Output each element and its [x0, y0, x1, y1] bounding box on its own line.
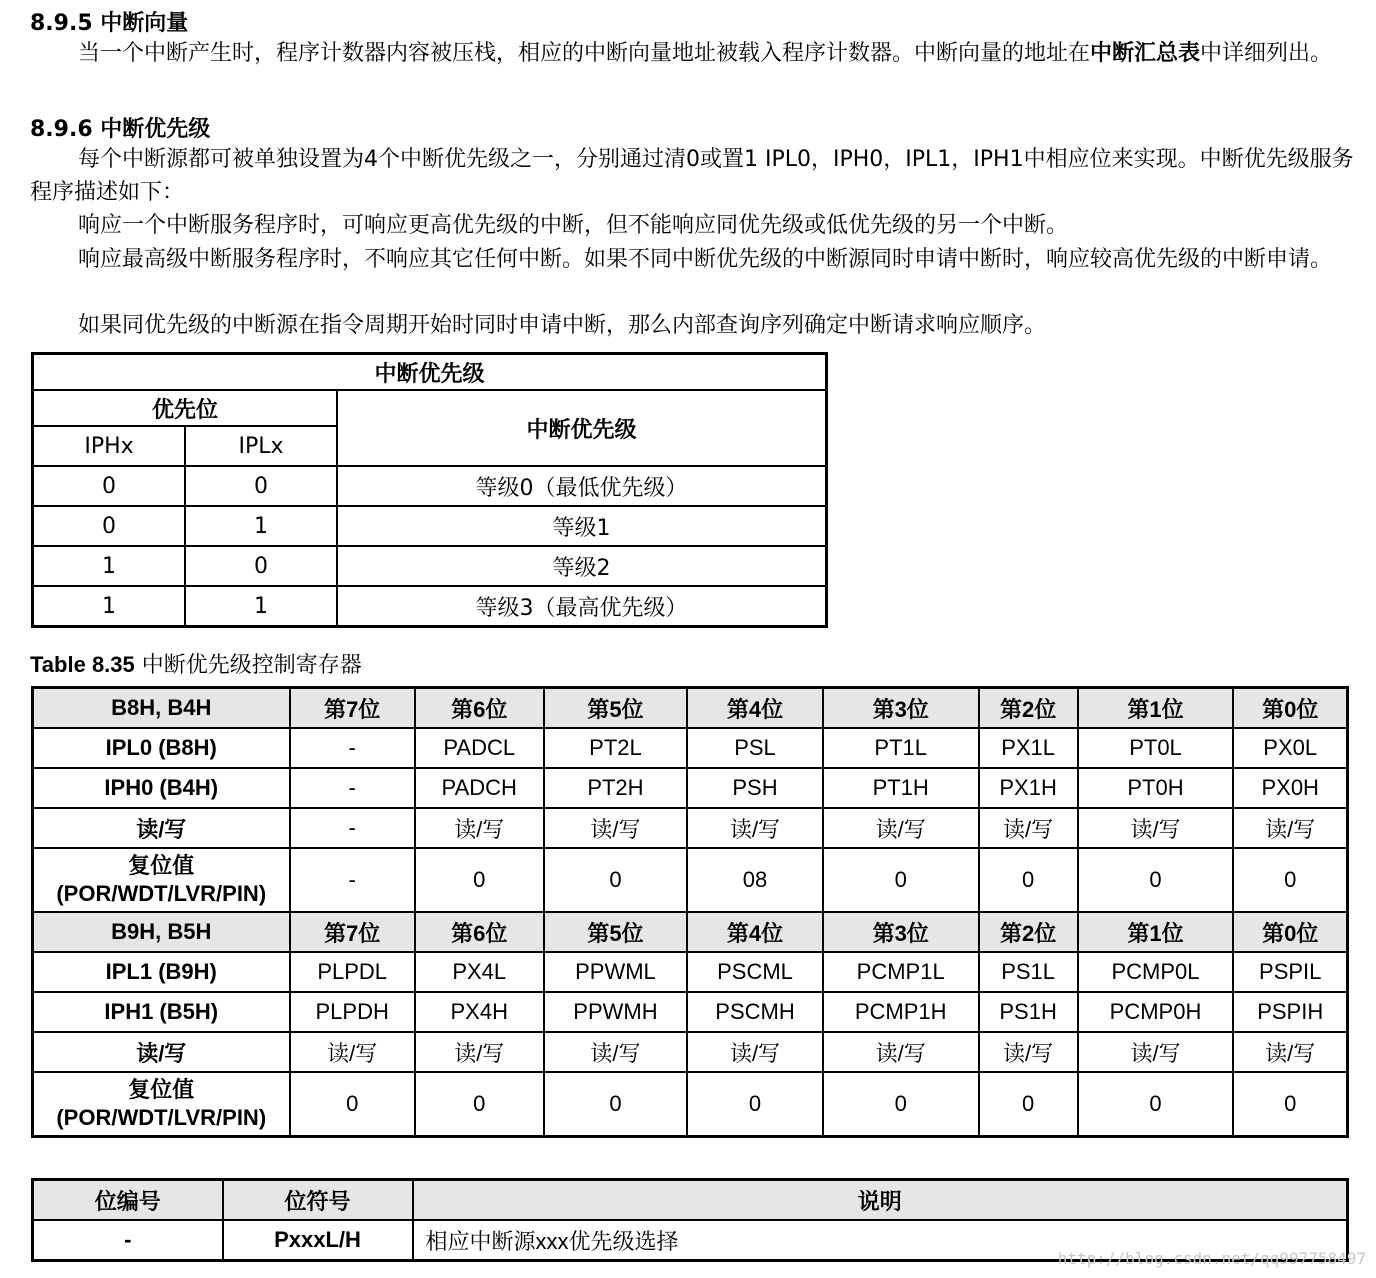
reset-value-cell: 0 — [544, 848, 688, 912]
register-address-header: B9H, B5H — [33, 912, 290, 952]
register-bit-cell: PS1L — [979, 952, 1078, 992]
register-bit-cell: PPWML — [544, 952, 688, 992]
iph-cell: 1 — [33, 586, 186, 627]
register-bit-cell: 读/写 — [1233, 808, 1347, 848]
register-bit-cell: PX0L — [1233, 728, 1347, 768]
paragraph-priority-1: 每个中断源都可被单独设置为4个中断优先级之一，分别通过清0或置1 IPL0，IPH0，IPL1，IPH1中相应位来实现。中断优先级服务程序描述如下： — [30, 147, 1354, 205]
register-row — [33, 808, 1348, 848]
register-header-row — [33, 912, 1348, 952]
register-bit-cell: PT0H — [1078, 768, 1234, 808]
register-bit-cell: 读/写 — [687, 808, 823, 848]
register-bit-cell: 读/写 — [979, 808, 1078, 848]
iplx-header: IPLx — [185, 426, 337, 466]
register-bit-cell: 读/写 — [415, 1032, 544, 1072]
paragraph-priority-3: 响应最高级中断服务程序时，不响应其它任何中断。如果不同中断优先级的中断源同时申请中断时，响应较高优先级的中断申请。 — [78, 247, 1333, 272]
register-row — [33, 728, 1348, 768]
table-row — [33, 506, 827, 546]
priority-bits-header: 优先位 — [33, 390, 338, 426]
register-row — [33, 1032, 1348, 1072]
bit-column-header: 第0位 — [1233, 688, 1347, 729]
reset-label-line1: 复位值 — [128, 853, 195, 878]
reset-value-cell: 0 — [415, 848, 544, 912]
register-bit-cell: PX4L — [415, 952, 544, 992]
bit-column-header: 第1位 — [1078, 912, 1234, 952]
register-bit-cell: PSCMH — [687, 992, 823, 1032]
register-bit-cell: PLPDL — [290, 952, 415, 992]
register-bit-cell: PSPIL — [1233, 952, 1347, 992]
reset-value-cell: 0 — [1233, 848, 1347, 912]
priority-level-header: 中断优先级 — [337, 390, 827, 466]
bit-number-cell: - — [33, 1220, 223, 1261]
register-bit-cell: - — [290, 728, 415, 768]
reset-value-cell: 0 — [823, 848, 979, 912]
register-bit-cell: PPWMH — [544, 992, 688, 1032]
register-bit-cell: PT2L — [544, 728, 688, 768]
register-table — [31, 686, 1349, 1138]
paragraph-text: 中详细列出。 — [1200, 41, 1333, 66]
section-heading-interrupt-vector: 8.9.5 中断向量 — [30, 11, 189, 36]
register-bit-cell: PADCL — [415, 728, 544, 768]
reset-value-cell: 0 — [979, 1072, 1078, 1137]
register-bit-cell: 读/写 — [823, 1032, 979, 1072]
register-bit-cell: - — [290, 768, 415, 808]
register-bit-cell: 读/写 — [1233, 1032, 1347, 1072]
bit-column-header: 第7位 — [290, 688, 415, 729]
iph-cell: 1 — [33, 546, 186, 586]
ipl-cell: 1 — [185, 506, 337, 546]
bit-symbol-header: 位符号 — [223, 1180, 413, 1221]
register-bit-cell: PSCML — [687, 952, 823, 992]
bit-column-header: 第3位 — [823, 688, 979, 729]
iph-cell: 0 — [33, 466, 186, 506]
ipl-cell: 0 — [185, 546, 337, 586]
iph-cell: 0 — [33, 506, 186, 546]
reset-label-line1: 复位值 — [128, 1077, 195, 1102]
bit-column-header: 第2位 — [979, 688, 1078, 729]
reset-value-cell: 0 — [1078, 1072, 1234, 1137]
register-bit-cell: PS1H — [979, 992, 1078, 1032]
iphx-header: IPHx — [33, 426, 186, 466]
reset-value-cell: - — [290, 848, 415, 912]
register-row-label: IPL1 (B9H) — [33, 952, 290, 992]
register-bit-cell: PT1H — [823, 768, 979, 808]
register-bit-cell: 读/写 — [1078, 1032, 1234, 1072]
register-row — [33, 768, 1348, 808]
paragraph-text: 当一个中断产生时，程序计数器内容被压栈，相应的中断向量地址被载入程序计数器。中断向量的地址在 — [78, 41, 1091, 66]
table-number: Table 8.35 — [30, 652, 135, 677]
bit-column-header: 第7位 — [290, 912, 415, 952]
register-row-label: IPL0 (B8H) — [33, 728, 290, 768]
reset-label-line2: (POR/WDT/LVR/PIN) — [56, 881, 267, 906]
register-row-label: IPH1 (B5H) — [33, 992, 290, 1032]
register-bit-cell: 读/写 — [979, 1032, 1078, 1072]
register-bit-cell: PX1L — [979, 728, 1078, 768]
bit-column-header: 第6位 — [415, 688, 544, 729]
table-caption-text: 中断优先级控制寄存器 — [134, 653, 362, 678]
reset-value-cell: 0 — [1078, 848, 1234, 912]
ipl-cell: 1 — [185, 586, 337, 627]
table-row — [33, 466, 827, 506]
register-row-label: 读/写 — [33, 1032, 290, 1072]
register-address-header: B8H, B4H — [33, 688, 290, 729]
register-bit-cell: PCMP0L — [1078, 952, 1234, 992]
table-row — [33, 546, 827, 586]
reset-value-row — [33, 1072, 1348, 1137]
bit-column-header: 第0位 — [1233, 912, 1347, 952]
register-bit-cell: PADCH — [415, 768, 544, 808]
reset-value-label — [33, 848, 290, 912]
register-bit-cell: 读/写 — [1078, 808, 1234, 848]
reset-value-cell: 0 — [290, 1072, 415, 1137]
register-bit-cell: PT1L — [823, 728, 979, 768]
bit-column-header: 第4位 — [687, 912, 823, 952]
reset-value-cell: 0 — [1233, 1072, 1347, 1137]
ipl-cell: 0 — [185, 466, 337, 506]
register-bit-cell: PSL — [687, 728, 823, 768]
level-cell: 等级1 — [337, 506, 827, 546]
paragraph-interrupt-vector — [30, 37, 1360, 70]
description-header: 说明 — [413, 1180, 1348, 1221]
register-bit-cell: PLPDH — [290, 992, 415, 1032]
reset-value-cell: 0 — [687, 1072, 823, 1137]
register-bit-cell: PCMP1H — [823, 992, 979, 1032]
table-caption — [30, 648, 362, 679]
register-bit-cell: PCMP1L — [823, 952, 979, 992]
register-bit-cell: 读/写 — [290, 1032, 415, 1072]
reset-value-row — [33, 848, 1348, 912]
register-bit-cell: 读/写 — [687, 1032, 823, 1072]
register-row-label: IPH0 (B4H) — [33, 768, 290, 808]
bit-column-header: 第5位 — [544, 688, 688, 729]
bit-symbol-cell: PxxxL/H — [223, 1220, 413, 1261]
register-bit-cell: PX1H — [979, 768, 1078, 808]
bit-column-header: 第4位 — [687, 688, 823, 729]
section-heading-interrupt-priority: 8.9.6 中断优先级 — [30, 117, 211, 142]
reset-label-line2: (POR/WDT/LVR/PIN) — [56, 1105, 267, 1130]
reset-value-cell: 0 — [823, 1072, 979, 1137]
bold-link-text: 中断汇总表 — [1090, 41, 1201, 66]
bit-column-header: 第3位 — [823, 912, 979, 952]
reset-value-cell: 0 — [544, 1072, 688, 1137]
register-bit-cell: PCMP0H — [1078, 992, 1234, 1032]
register-bit-cell: PSPIH — [1233, 992, 1347, 1032]
register-bit-cell: PT0L — [1078, 728, 1234, 768]
bit-number-header: 位编号 — [33, 1180, 223, 1221]
register-bit-cell: PX4H — [415, 992, 544, 1032]
register-bit-cell: 读/写 — [544, 808, 688, 848]
bit-column-header: 第5位 — [544, 912, 688, 952]
reset-value-cell: 0 — [979, 848, 1078, 912]
register-bit-cell: PSH — [687, 768, 823, 808]
register-header-row — [33, 688, 1348, 729]
reset-value-cell: 08 — [687, 848, 823, 912]
register-bit-cell: PX0H — [1233, 768, 1347, 808]
paragraph-priority-2: 响应一个中断服务程序时，可响应更高优先级的中断，但不能响应同优先级或低优先级的另一个中断。 — [78, 213, 1069, 238]
register-bit-cell: 读/写 — [823, 808, 979, 848]
register-row-label: 读/写 — [33, 808, 290, 848]
priority-table-title: 中断优先级 — [33, 354, 827, 391]
register-row — [33, 952, 1348, 992]
watermark: http://blog.csdn.net/qq997758497 — [1057, 1249, 1366, 1268]
register-bit-cell: PT2H — [544, 768, 688, 808]
level-cell: 等级0（最低优先级） — [337, 466, 827, 506]
level-cell: 等级2 — [337, 546, 827, 586]
description-cell: 相应中断源xxx优先级选择 — [413, 1220, 1348, 1261]
register-bit-cell: 读/写 — [544, 1032, 688, 1072]
table-header-row — [33, 1180, 1348, 1221]
register-bit-cell: - — [290, 808, 415, 848]
reset-value-cell: 0 — [415, 1072, 544, 1137]
priority-table — [31, 352, 828, 628]
bit-column-header: 第2位 — [979, 912, 1078, 952]
level-cell: 等级3（最高优先级） — [337, 586, 827, 627]
register-row — [33, 992, 1348, 1032]
register-bit-cell: 读/写 — [415, 808, 544, 848]
bit-column-header: 第1位 — [1078, 688, 1234, 729]
paragraph-priority-4: 如果同优先级的中断源在指令周期开始时同时申请中断，那么内部查询序列确定中断请求响应顺序。 — [78, 313, 1047, 338]
bit-column-header: 第6位 — [415, 912, 544, 952]
table-row — [33, 586, 827, 627]
reset-value-label — [33, 1072, 290, 1137]
